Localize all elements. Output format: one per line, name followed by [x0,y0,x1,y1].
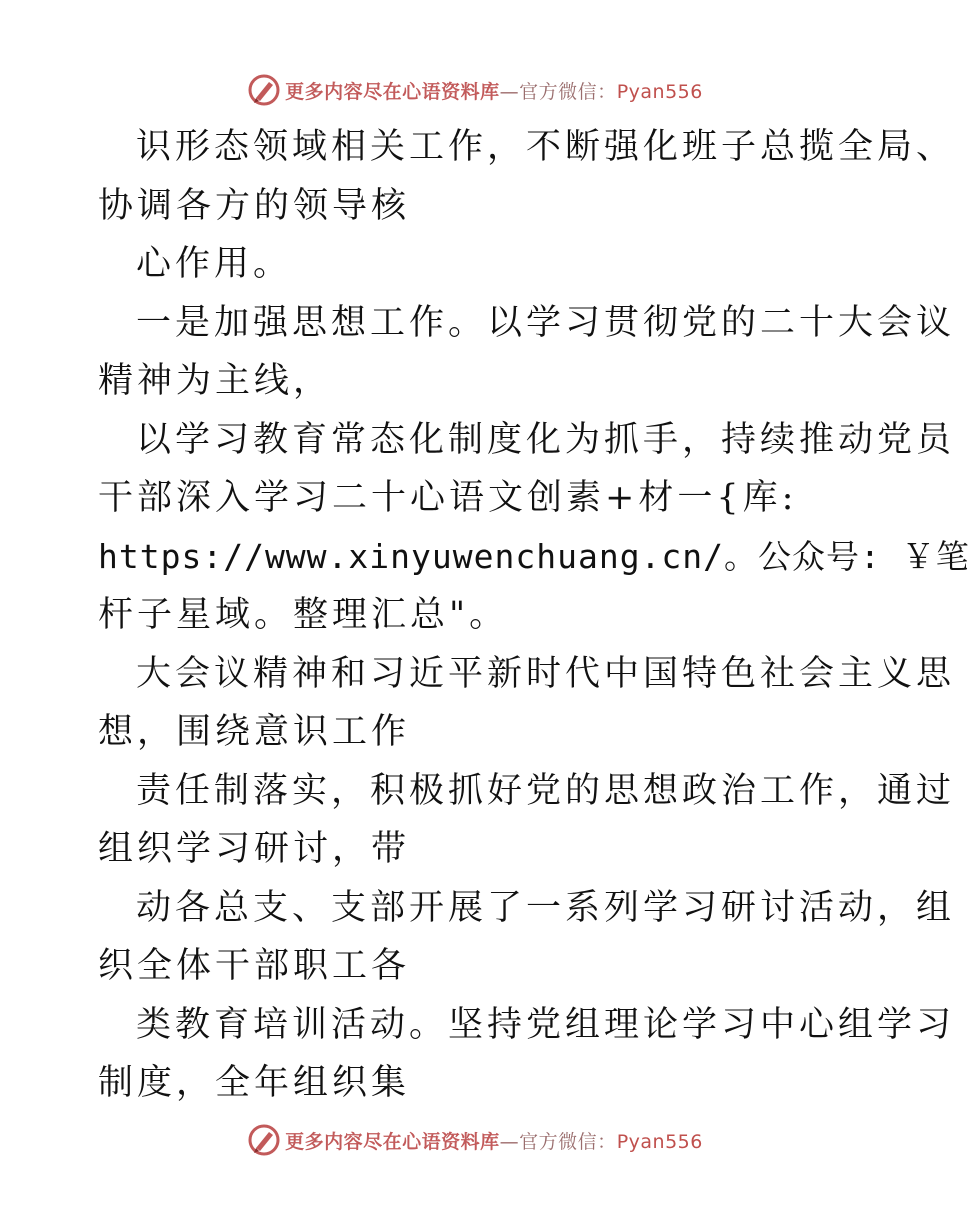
text-line: 想，围绕意识工作 [98,712,411,752]
text-line: 识形态领域相关工作，不断强化班子总揽全局、 [136,127,956,167]
text-line: 织全体干部职工各 [98,946,411,986]
header-watermark-banner [0,70,950,110]
banner-title: 更多内容尽在心语资料库 [285,80,500,103]
text-line: 动各总支、支部开展了一系列学习研讨活动，组 [136,887,956,928]
banner-wechat-label: 官方微信： [519,80,617,103]
document-body [98,118,970,1113]
text-line: 心作用。 [136,244,293,284]
banner-separator: — [499,1130,520,1153]
text-line: 协调各方的领导核 [98,185,411,226]
text-line: 责任制落实，积极抓好党的思想政治工作，通过 [136,770,956,811]
banner-text [285,77,703,104]
text-line: 类教育培训活动。坚持党组理论学习中心组学习 [136,1004,956,1045]
banner-wechat-label: 官方微信： [519,1130,617,1153]
banner-text [285,1127,703,1154]
text-line: 制度，全年组织集 [98,1063,411,1103]
banner-wechat-id: Pyan556 [616,1130,703,1153]
text-line: 精神为主线， [98,361,333,401]
text-line: 组织学习研讨，带 [98,829,411,869]
text-line: 一是加强思想工作。以学习贯彻党的二十大会议 [136,302,956,343]
text-line: 干部深入学习二十心语文创素+材一{库: [98,478,798,518]
banner-separator: — [499,80,520,103]
text-line: 杆子星域。整理汇总"。 [98,595,509,635]
text-line: 以学习教育常态化制度化为抓手，持续推动党员 [136,419,956,460]
banner-wechat-id: Pyan556 [616,80,703,103]
footer-watermark-banner [0,1120,950,1160]
banner-title: 更多内容尽在心语资料库 [285,1130,500,1153]
pen-logo-icon [247,73,281,107]
pen-logo-icon [247,1123,281,1157]
text-line: 大会议精神和习近平新时代中国特色社会主义思 [136,653,956,694]
text-line-url: https://www.xinyuwenchuang.cn/。公众号: ￥笔 [98,536,970,576]
